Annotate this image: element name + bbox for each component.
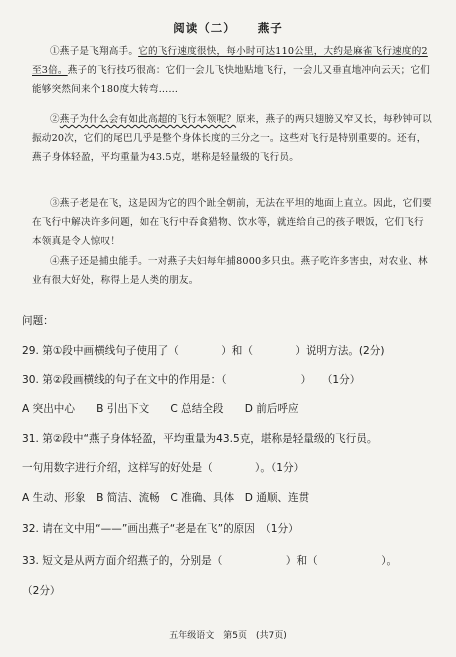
question-31-options: A 生动、形象 B 简洁、流畅 C 准确、具体 D 通顺、连贯 <box>22 492 310 504</box>
question-31-line-2: 一句用数字进行介绍，这样写的好处是（ ）。（1分） <box>22 462 305 474</box>
p2-number: ② <box>50 114 60 125</box>
paragraph-4: ④燕子还是捕虫能手。一对燕子夫妇每年捕8000多只虫。燕子吃许多害虫，对农业、林业有很大好处，称得上是人类的朋友。 <box>32 256 428 286</box>
question-30: 30. 第②段画横线的句子在文中的作用是：（ ） （1分） <box>22 374 361 386</box>
paragraph-3: ③燕子老是在飞，这是因为它的四个趾全朝前，无法在平坦的地面上直立。因此，它们要在飞行中解决许多问题，如在飞行中吞食猎物、饮水等，就连给自己的孩子喂饭，它们飞行本领真是令人惊叹！ <box>32 198 432 247</box>
question-30-options: A 突出中心 B 引出下文 C 总结全段 D 前后呼应 <box>22 403 299 415</box>
p1-lead: ①燕子是飞翔高手。 <box>50 46 139 57</box>
passage-label: 阅读（二） <box>173 21 236 35</box>
question-33-line-2: （2分） <box>22 585 61 597</box>
paragraph-1 <box>32 42 432 99</box>
p2-tail: 原来，燕子的两只翅膀又窄又长，每秒钟可以振动20次，它们的尾巴几乎是整个身体长度的三分之一。这些对飞行是特别重要的。还有，燕子身体轻盈，平均重量为43.5克，堪称是轻量级的飞行员。 <box>32 114 432 163</box>
passage-title <box>0 20 456 36</box>
page-footer: 五年级语文 第5页 (共7页) <box>169 631 287 641</box>
p1-tail: 燕子的飞行技巧很高：它们一会儿飞快地贴地飞行，一会儿又垂直地冲向云天；它们能够突然间来个180度大转弯…… <box>32 65 431 95</box>
question-29: 29. 第①段中画横线句子使用了（ ）和（ ）说明方法。(2分) <box>22 345 385 357</box>
paragraph-2 <box>32 110 432 167</box>
passage-name: 燕子 <box>257 21 283 35</box>
p2-wavy-sentence: 燕子为什么会有如此高超的飞行本领呢？ <box>59 114 237 125</box>
question-33-line-1: 33. 短文是从两方面介绍燕子的，分别是（ ）和（ ）。 <box>22 555 398 567</box>
question-32: 32. 请在文中用“——”画出燕子“老是在飞”的原因 （1分） <box>22 523 299 535</box>
question-31-line-1: 31. 第②段中“燕子身体轻盈，平均重量为43.5克，堪称是轻量级的飞行员。 <box>22 433 378 445</box>
questions-heading: 问题： <box>22 315 54 327</box>
p1-underlined-sentence: 它的飞行速度很快，每小时可达110公里，大约是麻雀飞行速度的2至3倍。 <box>32 46 428 76</box>
